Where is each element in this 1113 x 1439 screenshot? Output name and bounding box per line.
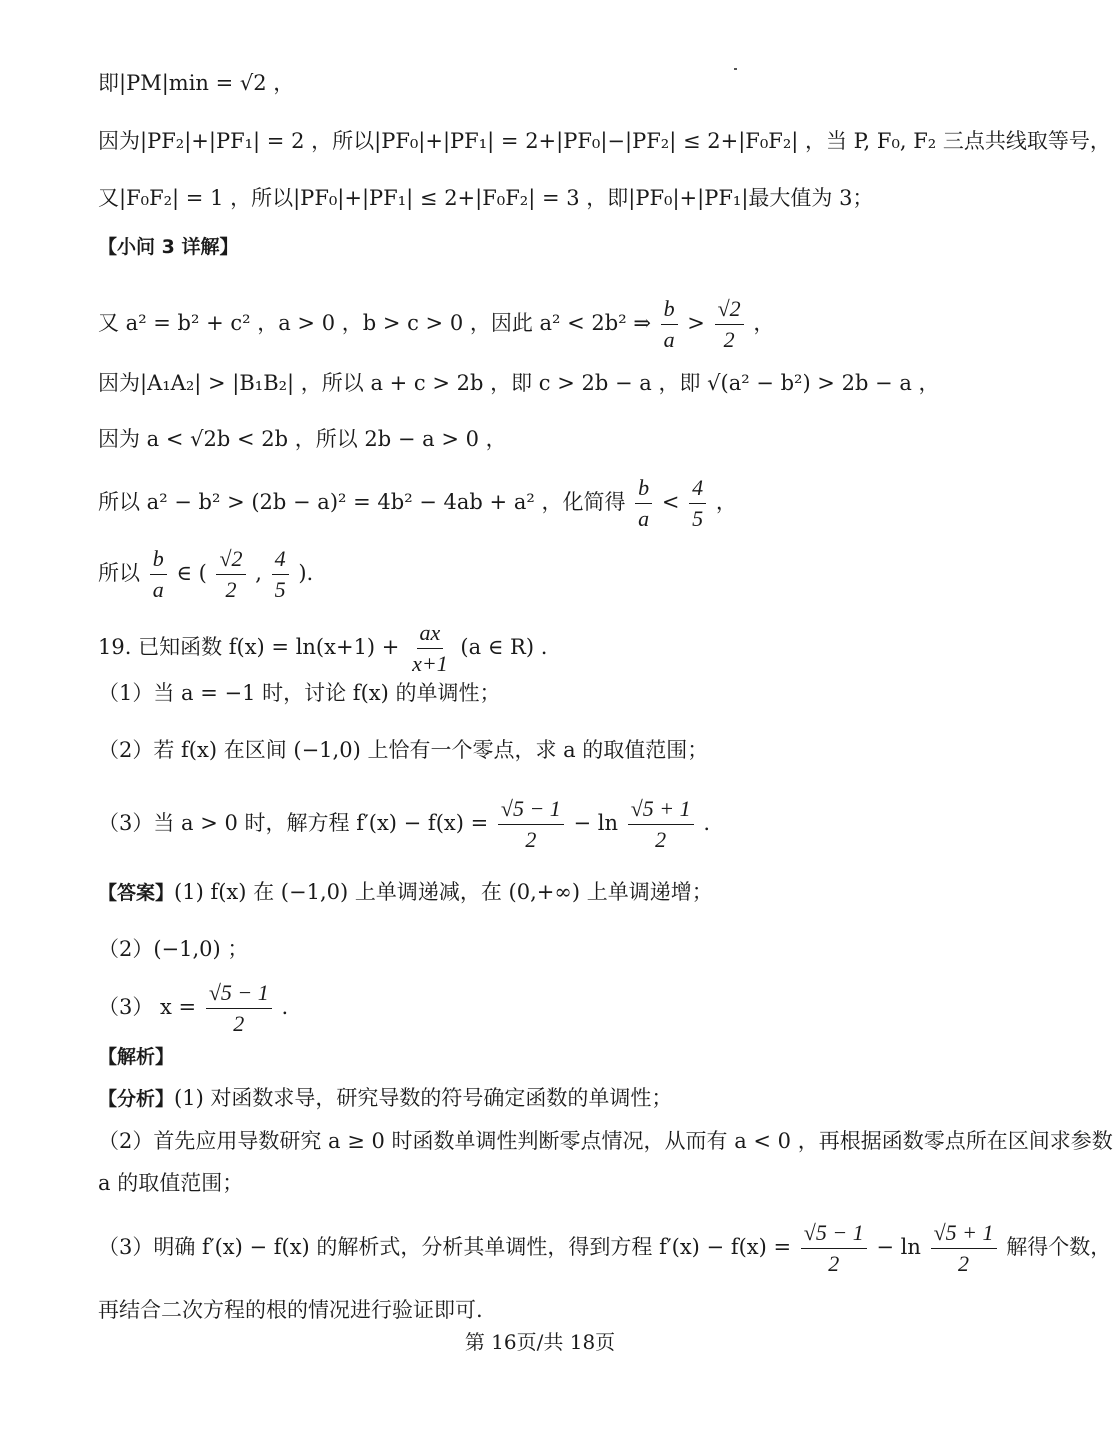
text-segment: (a ∈ R) . xyxy=(460,635,548,659)
text-segment: . xyxy=(703,811,710,835)
fraction xyxy=(498,796,564,853)
denominator: 2 xyxy=(225,577,237,602)
denominator: x+1 xyxy=(412,651,448,676)
fraction xyxy=(801,1220,867,1277)
numerator: 4 xyxy=(272,546,289,575)
text-segment: 解得个数， xyxy=(1006,1235,1112,1259)
fraction xyxy=(689,475,706,532)
text-line: 因为|A₁A₂| > |B₁B₂| ，所以 a + c > 2b ，即 c > 2b − a ，即 √(a² − b²) > 2b − a ， xyxy=(98,371,940,395)
text-segment: 所以 a² − b² > (2b − a)² = 4b² − 4ab + a² ，化简得 xyxy=(98,490,626,514)
numerator: √2 xyxy=(216,546,245,575)
text-line xyxy=(98,546,1010,603)
text-segment: , xyxy=(255,561,262,585)
text-line: （2）首先应用导数研究 a ≥ 0 时函数单调性判断零点情况，从而有 a < 0 ，再根据函数零点所在区间求参数 xyxy=(98,1129,1113,1153)
text-segment: ， xyxy=(715,490,737,514)
denominator: 5 xyxy=(692,506,704,531)
denominator: 2 xyxy=(723,327,735,352)
text-line xyxy=(98,980,1010,1037)
fraction xyxy=(661,296,678,353)
text-segment: （3）明确 f′(x) − f(x) 的解析式，分析其单调性，得到方程 f′(x) − f(x) = xyxy=(98,1235,792,1259)
text-segment: (1) f(x) 在 (−1,0) 上单调递减，在 (0,+∞) 上单调递增； xyxy=(174,880,713,904)
fraction xyxy=(216,546,245,603)
section-heading: 【解析】 xyxy=(98,1046,175,1068)
problem-statement xyxy=(98,620,1010,677)
text-segment: ). xyxy=(298,561,314,585)
denominator: 2 xyxy=(655,827,667,852)
text-segment: > xyxy=(687,311,705,335)
numerator: √5 − 1 xyxy=(206,980,272,1009)
numerator: b xyxy=(661,296,678,325)
denominator: a xyxy=(152,577,164,602)
text-line: 因为 a < √2b < 2b ，所以 2b − a > 0 ， xyxy=(98,427,507,451)
text-line xyxy=(98,296,1010,353)
text-segment: (1) 对函数求导，研究导数的符号确定函数的单调性； xyxy=(174,1086,673,1110)
text-line: a 的取值范围； xyxy=(98,1171,244,1195)
denominator: a xyxy=(663,327,675,352)
fraction xyxy=(931,1220,997,1277)
text-segment: （3）当 a > 0 时，解方程 f′(x) − f(x) = xyxy=(98,811,489,835)
page-footer: 第 16页/共 18页 xyxy=(464,1330,616,1354)
numerator: ax xyxy=(417,620,444,649)
text-line: （2）若 f(x) 在区间 (−1,0) 上恰有一个零点，求 a 的取值范围； xyxy=(98,738,709,762)
analysis-line xyxy=(98,1083,1010,1114)
fraction xyxy=(409,620,451,677)
text-segment: （3） x = xyxy=(98,995,197,1019)
denominator: 2 xyxy=(233,1011,245,1036)
denominator: a xyxy=(638,506,650,531)
denominator: 5 xyxy=(274,577,286,602)
numerator: b xyxy=(635,475,652,504)
fraction xyxy=(150,546,167,603)
text-segment: − ln xyxy=(876,1235,921,1259)
text-line: 又|F₀F₂| = 1 ，所以|PF₀|+|PF₁| ≤ 2+|F₀F₂| = 3 ，即|PF₀|+|PF₁|最大值为 3； xyxy=(98,186,874,210)
text-segment: ∈ ( xyxy=(176,561,207,585)
fraction xyxy=(272,546,289,603)
text-segment: < xyxy=(661,490,680,514)
numerator: √5 − 1 xyxy=(801,1220,867,1249)
fraction xyxy=(635,475,652,532)
analysis-tag: 【分析】 xyxy=(98,1088,175,1110)
denominator: 2 xyxy=(828,1251,840,1276)
text-segment: 所以 xyxy=(98,561,140,585)
text-segment: 又 a² = b² + c² ，a > 0 ，b > c > 0 ，因此 a² < 2b² ⇒ xyxy=(98,311,651,335)
section-heading: 【小问 3 详解】 xyxy=(98,236,239,258)
text-segment: 19. 已知函数 f(x) = ln(x+1) + xyxy=(98,635,400,659)
text-line: （2）(−1,0) ； xyxy=(98,937,249,961)
fraction xyxy=(206,980,272,1037)
text-line: 因为|PF₂|+|PF₁| = 2 ，所以|PF₀|+|PF₁| = 2+|PF₀|−|PF₂| ≤ 2+|F₀F₂| ，当 P, F₀, F₂ 三点共线取等号， xyxy=(98,129,1111,153)
numerator: b xyxy=(150,546,167,575)
text-line: 即|PM|min = √2 ， xyxy=(98,71,295,95)
text-line xyxy=(98,475,1010,532)
text-line xyxy=(98,796,1010,853)
answer-line xyxy=(98,877,1010,908)
numerator: √5 − 1 xyxy=(498,796,564,825)
denominator: 2 xyxy=(525,827,537,852)
text-segment: − ln xyxy=(573,811,619,835)
text-segment: ， xyxy=(753,311,775,335)
denominator: 2 xyxy=(958,1251,970,1276)
numerator: √5 + 1 xyxy=(931,1220,997,1249)
answer-tag: 【答案】 xyxy=(98,882,175,904)
numerator: √5 + 1 xyxy=(628,796,694,825)
text-line: （1）当 a = −1 时，讨论 f(x) 的单调性； xyxy=(98,681,501,705)
text-line xyxy=(98,1220,1112,1277)
fraction xyxy=(715,296,744,353)
fraction xyxy=(628,796,694,853)
text-segment: . xyxy=(281,995,289,1019)
text-line: 再结合二次方程的根的情况进行验证即可. xyxy=(98,1298,483,1322)
numerator: √2 xyxy=(715,296,744,325)
numerator: 4 xyxy=(689,475,706,504)
